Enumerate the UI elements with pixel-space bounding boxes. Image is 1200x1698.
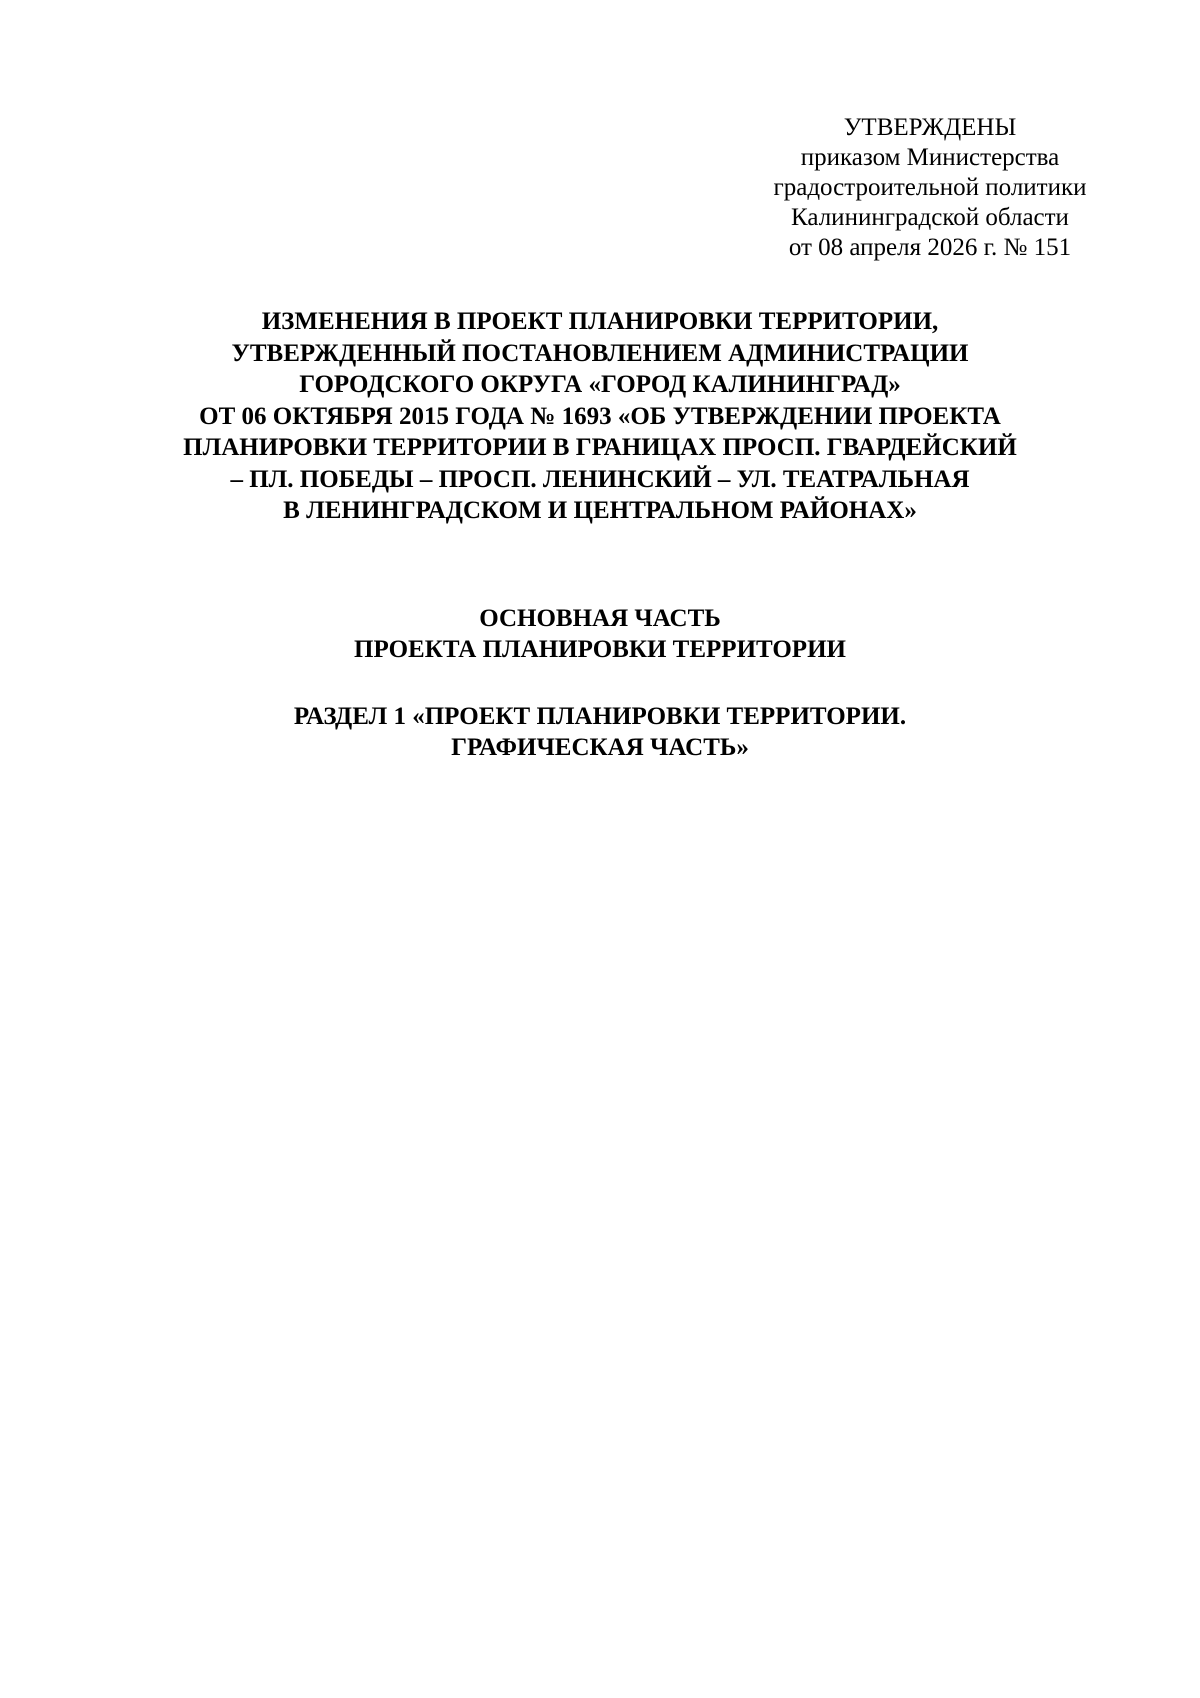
approval-stamp (740, 113, 1120, 263)
approval-order-line: приказом Министерства (800, 144, 1060, 171)
approval-heading: УТВЕРЖДЕНЫ (843, 114, 1017, 141)
title-line: УТВЕРЖДЕННЫЙ ПОСТАНОВЛЕНИЕМ АДМИНИСТРАЦИИ (231, 339, 969, 367)
section-heading (100, 603, 1100, 665)
title-line: ПЛАНИРОВКИ ТЕРРИТОРИИ В ГРАНИЦАХ ПРОСП. ГВАРДЕЙСКИЙ (183, 434, 1017, 461)
document-title (100, 306, 1100, 527)
section-line: ОСНОВНАЯ ЧАСТЬ (479, 605, 721, 632)
part-line: РАЗДЕЛ 1 «ПРОЕКТ ПЛАНИРОВКИ ТЕРРИТОРИИ. (293, 703, 907, 730)
title-line: В ЛЕНИНГРАДСКОМ И ЦЕНТРАЛЬНОМ РАЙОНАХ» (283, 497, 917, 524)
part-heading (100, 701, 1100, 763)
title-line: – ПЛ. ПОБЕДЫ – ПРОСП. ЛЕНИНСКИЙ – УЛ. ТЕАТРАЛЬНАЯ (230, 465, 970, 493)
approval-ministry-line: градостроительной политики (773, 174, 1087, 201)
part-line: ГРАФИЧЕСКАЯ ЧАСТЬ» (451, 734, 749, 761)
section-line: ПРОЕКТА ПЛАНИРОВКИ ТЕРРИТОРИИ (354, 636, 846, 663)
title-line: ГОРОДСКОГО ОКРУГА «ГОРОД КАЛИНИНГРАД» (299, 371, 901, 398)
title-line: ИЗМЕНЕНИЯ В ПРОЕКТ ПЛАНИРОВКИ ТЕРРИТОРИИ, (261, 308, 939, 335)
approval-region-line: Калининградской области (791, 204, 1069, 231)
approval-date-number: от 08 апреля 2026 г. № 151 (788, 234, 1072, 261)
title-line: ОТ 06 ОКТЯБРЯ 2015 ГОДА № 1693 «ОБ УТВЕРЖДЕНИИ ПРОЕКТА (199, 402, 1001, 430)
